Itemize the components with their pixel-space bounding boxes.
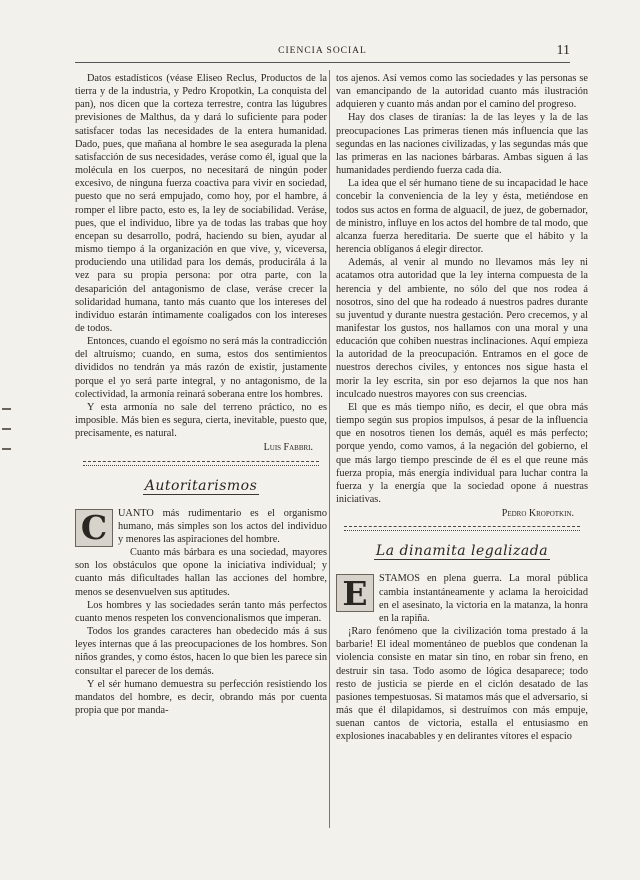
paragraph: Todos los grandes caracteres han obedecido más á sus leyes internas que á las preocupaciones de los hombres. Son niños grandes, y como éstos, hacen lo que bien les parece sin consultar el parecer de los demás. — [75, 626, 327, 677]
lead-paragraph-text: STAMOS en plena guerra. La moral pública cambia instantáneamente y aclama la heroicidad en el asesinato, la victoria en la matanza, la honra en la rapiña. — [379, 573, 588, 624]
article-title-text: La dinamita legalizada — [375, 543, 549, 560]
lead-paragraph — [75, 507, 327, 546]
paragraph: tos ajenos. Así vemos como las sociedades y las personas se van emancipando de la autoridad cuanto más ilustración adquieren y cuanto más andan por el camino del progreso. — [336, 73, 588, 111]
paragraph: El que es más tiempo niño, es decir, el que obra más tiempo según sus propios impulsos, á pesar de la influencia que en nosotros tienen los demás, aquél es más perfecto; porque yendo, como vamos, á la negación del gobierno, el que más largo tiempo prescinde de él es el que reune más fuerza propia, más energía individual para luchar contra la fuerza y la energía que la sociedad opone á nuestras iniciativas. — [336, 401, 588, 505]
paragraph: Entonces, cuando el egoísmo no será más la contradicción del altruísmo; cuando, en suma, estos dos sentimientos divididos no tendrán ya más razón de existir, justamente porque el yo será parte integral, y no antagonismo, de la colectividad, la armonía reinará soberana entre los hombres. — [75, 336, 327, 400]
paragraph: Los hombres y las sociedades serán tanto más perfectos cuanto menos respeten los convencionalismos que imperan. — [75, 599, 327, 624]
binding-marks — [2, 400, 12, 470]
page-number: 11 — [556, 43, 570, 58]
article-signature: Pedro Kropotkin. — [501, 508, 574, 520]
running-head — [75, 43, 570, 62]
journal-title: CIENCIA SOCIAL — [278, 46, 367, 56]
drop-cap: C — [75, 509, 113, 547]
lead-paragraph-text: UANTO más rudimentario es el organismo humano, más simples son los actos del individuo y menores las aspiraciones del hombre. — [118, 507, 327, 545]
paragraph: Datos estadísticos (véase Eliseo Reclus, Productos de la tierra y de la industria, y Pedro Kropotkin, La conquista del pan), nos dicen que la corteza terrestre, contra las lúgubres previsiones de Malthus, da y dará lo suficiente para poder satisfacer todas las necesidades de la entera humanidad. Dado, pues, que mañana al hombre le sea asegurada la plena satisfacción de sus necesidades, veráse como él, igual que la molécula en los cuerpos, no necesitará de ningún poder excesivo, de ninguna fuerza coactiva para vivir en sociedad, puesto que no será empujado, como hoy, por el hambre, á romper el libre pacto, esto es, la ley de sociabilidad. Veráse, pues, que el individuo, libre ya de todas las trabas que hoy encepan su desarrollo, podrá, haciendo su bien, ayudar al mismo tiempo á la organización en que vive, y, viceversa, produciendo una utilidad para los demás, producirála á la vez para su propia persona: por otra parte, con la desaparición del antagonismo de clase, veráse crecer la solidaridad humana, tanto más cuanto que los intereses del individuo estarán íntimamente coaligados con los intereses de todos. — [75, 73, 327, 334]
lead-paragraph — [336, 572, 588, 625]
column-rule — [329, 70, 330, 828]
article-signature: Luis Fabbri. — [263, 442, 313, 454]
left-column — [75, 72, 327, 717]
header-rule — [75, 62, 570, 63]
drop-cap: E — [336, 574, 374, 612]
article-title — [75, 477, 327, 494]
article-title-text: Autoritarismos — [144, 477, 258, 494]
ornamental-separator — [344, 526, 580, 531]
right-column — [336, 72, 588, 744]
paragraph: ¡Raro fenómeno que la civilización toma prestado á la barbarie! El ideal momentáneo de pueblos que condenan la violencia consiste en matar sin tino, en robar sin freno, en destruir sin tasa. Todo asomo de lógica desaparece; todo resto de justicia se pierde en el ciclón desatado de las pasiones tempestuosas. Si matamos más que el adversario, si más que él dilapidamos, si destruímos con más empuje, suenan cantos de victoria, estalla el entusiasmo en explosiones inacabables y en delirantes vítores el espacio — [336, 626, 588, 743]
paragraph: Además, al venir al mundo no llevamos más ley ni acatamos otra autoridad que la ley interna compuesta de la herencia y del ambiente, no sólo del que nos rodea á nosotros, sino del que ha rodeado á nuestros padres durante su juventud y durante nuestra gestación. Pero crecemos, y al manifestar los gustos, nos hallamos con una moral y una educación que cohiben nuestras inclinaciones. Aquí empieza la autoridad de la preocupación. Entramos en el goce de nuestros derechos civiles, y entonces nos sigue hasta el morir la ley escrita, sin por eso dejarnos la que nos han inculcado nuestros mayores con sus creencias. — [336, 257, 588, 400]
article-title — [336, 545, 588, 558]
paragraph: Cuanto más bárbara es una sociedad, mayores son los obstáculos que opone la iniciativa individual; y cuanto más dificultades hallan las acciones del hombre, menos se desenvuelven sus aptitudes. — [75, 547, 327, 598]
paragraph: La idea que el sér humano tiene de su incapacidad le hace concebir la conveniencia de la ley y ésta, metiéndose en todos sus actos en forma de alguacil, de juez, de gobernador, de ministro, influye en los actos del hombre de tal modo, que alcanza fuerza hereditaria. De suerte que el hábito y la herencia oblíganos á elegir director. — [336, 178, 588, 256]
paragraph: Y esta armonía no sale del terreno práctico, no es imposible. Más bien es segura, cierta, inevitable, puesto que, precisamente, es natural. — [75, 401, 327, 440]
paragraph: Hay dos clases de tiranías: la de las leyes y la de las preocupaciones Las primeras tienen más influencia que las segundas en las naciones civilizadas, y las segundas más que las primeras en las naciones bárbaras. Ambas siguen á las humanidades perdiendo fuerza cada día. — [336, 112, 588, 177]
paragraph: Y el sér humano demuestra su perfección resistiendo los mandatos del hombre, es decir, obrando más por cuenta propia que por manda- — [75, 678, 327, 717]
ornamental-separator — [83, 461, 319, 466]
